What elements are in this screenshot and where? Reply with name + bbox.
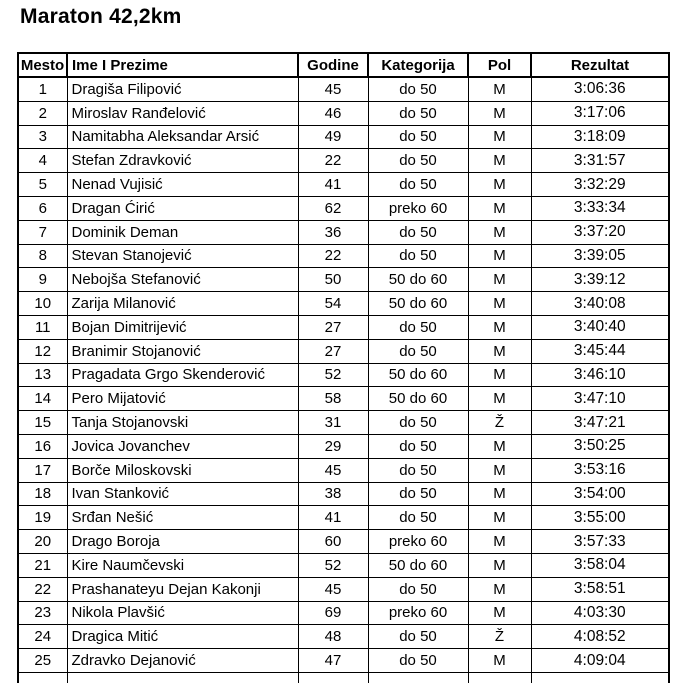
cell-godine: 50 bbox=[298, 268, 368, 292]
header-cell-kategorija: Kategorija bbox=[368, 53, 468, 77]
cell-kategorija-empty bbox=[368, 672, 468, 683]
cell-kategorija: do 50 bbox=[368, 577, 468, 601]
cell-ime: Dragica Mitić bbox=[67, 625, 298, 649]
cell-kategorija: do 50 bbox=[368, 458, 468, 482]
table-row bbox=[18, 268, 669, 292]
cell-pol: M bbox=[468, 649, 531, 673]
cell-kategorija: do 50 bbox=[368, 101, 468, 125]
cell-rezultat: 3:31:57 bbox=[531, 149, 669, 173]
cell-mesto: 19 bbox=[18, 506, 67, 530]
cell-mesto: 13 bbox=[18, 363, 67, 387]
cell-ime: Dragan Ćirić bbox=[67, 196, 298, 220]
cell-pol: M bbox=[468, 434, 531, 458]
cell-ime: Stevan Stanojević bbox=[67, 244, 298, 268]
cell-mesto: 1 bbox=[18, 77, 67, 101]
table-row bbox=[18, 77, 669, 101]
cell-pol: M bbox=[468, 577, 531, 601]
cell-mesto: 9 bbox=[18, 268, 67, 292]
cell-godine: 41 bbox=[298, 173, 368, 197]
cell-mesto: 4 bbox=[18, 149, 67, 173]
cell-godine: 31 bbox=[298, 411, 368, 435]
cell-godine: 22 bbox=[298, 149, 368, 173]
cell-mesto-empty bbox=[18, 672, 67, 683]
cell-godine: 38 bbox=[298, 482, 368, 506]
cell-ime: Dominik Deman bbox=[67, 220, 298, 244]
table-row bbox=[18, 149, 669, 173]
cell-mesto: 16 bbox=[18, 434, 67, 458]
cell-godine: 52 bbox=[298, 553, 368, 577]
table-row-partial bbox=[18, 672, 669, 683]
cell-pol-empty bbox=[468, 672, 531, 683]
cell-godine: 27 bbox=[298, 339, 368, 363]
results-body bbox=[18, 77, 669, 683]
cell-kategorija: 50 do 60 bbox=[368, 268, 468, 292]
cell-ime: Nenad Vujisić bbox=[67, 173, 298, 197]
table-row bbox=[18, 363, 669, 387]
cell-mesto: 24 bbox=[18, 625, 67, 649]
cell-pol: Ž bbox=[468, 411, 531, 435]
cell-godine: 54 bbox=[298, 292, 368, 316]
cell-ime: Ivan Stanković bbox=[67, 482, 298, 506]
cell-godine: 69 bbox=[298, 601, 368, 625]
cell-pol: M bbox=[468, 315, 531, 339]
table-row bbox=[18, 482, 669, 506]
cell-ime: Namitabha Aleksandar Arsić bbox=[67, 125, 298, 149]
cell-pol: M bbox=[468, 149, 531, 173]
cell-mesto: 23 bbox=[18, 601, 67, 625]
table-row bbox=[18, 244, 669, 268]
cell-pol: M bbox=[468, 458, 531, 482]
cell-godine: 45 bbox=[298, 77, 368, 101]
cell-ime: Bojan Dimitrijević bbox=[67, 315, 298, 339]
cell-pol: M bbox=[468, 220, 531, 244]
cell-ime: Pero Mijatović bbox=[67, 387, 298, 411]
cell-kategorija: do 50 bbox=[368, 482, 468, 506]
cell-godine: 46 bbox=[298, 101, 368, 125]
cell-kategorija: do 50 bbox=[368, 244, 468, 268]
cell-ime: Branimir Stojanović bbox=[67, 339, 298, 363]
cell-mesto: 18 bbox=[18, 482, 67, 506]
cell-mesto: 17 bbox=[18, 458, 67, 482]
table-row bbox=[18, 101, 669, 125]
cell-mesto: 2 bbox=[18, 101, 67, 125]
cell-kategorija: preko 60 bbox=[368, 196, 468, 220]
table-row bbox=[18, 387, 669, 411]
cell-godine: 62 bbox=[298, 196, 368, 220]
cell-kategorija: 50 do 60 bbox=[368, 553, 468, 577]
cell-ime-empty bbox=[67, 672, 298, 683]
cell-ime: Drago Boroja bbox=[67, 530, 298, 554]
cell-pol: M bbox=[468, 268, 531, 292]
table-row bbox=[18, 625, 669, 649]
cell-kategorija: 50 do 60 bbox=[368, 292, 468, 316]
header-cell-mesto: Mesto bbox=[18, 53, 67, 77]
table-row bbox=[18, 434, 669, 458]
cell-godine: 27 bbox=[298, 315, 368, 339]
cell-ime: Tanja Stojanovski bbox=[67, 411, 298, 435]
header-cell-pol: Pol bbox=[468, 53, 531, 77]
cell-pol: M bbox=[468, 387, 531, 411]
cell-godine: 52 bbox=[298, 363, 368, 387]
cell-rezultat-empty bbox=[531, 672, 669, 683]
cell-kategorija: preko 60 bbox=[368, 530, 468, 554]
cell-kategorija: do 50 bbox=[368, 649, 468, 673]
cell-godine: 22 bbox=[298, 244, 368, 268]
cell-ime: Miroslav Ranđelović bbox=[67, 101, 298, 125]
cell-rezultat: 3:47:21 bbox=[531, 411, 669, 435]
cell-rezultat: 3:46:10 bbox=[531, 363, 669, 387]
cell-rezultat: 4:08:52 bbox=[531, 625, 669, 649]
cell-rezultat: 3:40:08 bbox=[531, 292, 669, 316]
table-row bbox=[18, 125, 669, 149]
table-row bbox=[18, 458, 669, 482]
cell-kategorija: do 50 bbox=[368, 149, 468, 173]
cell-kategorija: do 50 bbox=[368, 125, 468, 149]
cell-pol: M bbox=[468, 244, 531, 268]
cell-ime: Kire Naumčevski bbox=[67, 553, 298, 577]
cell-kategorija: do 50 bbox=[368, 411, 468, 435]
cell-rezultat: 3:37:20 bbox=[531, 220, 669, 244]
cell-kategorija: do 50 bbox=[368, 77, 468, 101]
cell-pol: M bbox=[468, 363, 531, 387]
cell-mesto: 20 bbox=[18, 530, 67, 554]
table-row bbox=[18, 649, 669, 673]
cell-ime: Zarija Milanović bbox=[67, 292, 298, 316]
cell-pol: M bbox=[468, 292, 531, 316]
cell-godine: 41 bbox=[298, 506, 368, 530]
cell-godine: 36 bbox=[298, 220, 368, 244]
cell-pol: M bbox=[468, 506, 531, 530]
header-cell-godine: Godine bbox=[298, 53, 368, 77]
cell-godine: 45 bbox=[298, 577, 368, 601]
table-row bbox=[18, 339, 669, 363]
cell-rezultat: 3:54:00 bbox=[531, 482, 669, 506]
cell-godine: 45 bbox=[298, 458, 368, 482]
cell-rezultat: 3:39:05 bbox=[531, 244, 669, 268]
cell-mesto: 22 bbox=[18, 577, 67, 601]
cell-kategorija: 50 do 60 bbox=[368, 387, 468, 411]
cell-rezultat: 3:55:00 bbox=[531, 506, 669, 530]
cell-kategorija: do 50 bbox=[368, 506, 468, 530]
cell-godine-empty bbox=[298, 672, 368, 683]
cell-rezultat: 3:18:09 bbox=[531, 125, 669, 149]
table-row bbox=[18, 601, 669, 625]
table-row bbox=[18, 220, 669, 244]
cell-pol: Ž bbox=[468, 625, 531, 649]
cell-godine: 49 bbox=[298, 125, 368, 149]
cell-pol: M bbox=[468, 196, 531, 220]
table-row bbox=[18, 577, 669, 601]
cell-pol: M bbox=[468, 173, 531, 197]
cell-ime: Jovica Jovanchev bbox=[67, 434, 298, 458]
cell-ime: Borče Miloskovski bbox=[67, 458, 298, 482]
cell-mesto: 15 bbox=[18, 411, 67, 435]
cell-pol: M bbox=[468, 601, 531, 625]
cell-godine: 58 bbox=[298, 387, 368, 411]
cell-kategorija: do 50 bbox=[368, 339, 468, 363]
cell-ime: Zdravko Dejanović bbox=[67, 649, 298, 673]
cell-mesto: 7 bbox=[18, 220, 67, 244]
cell-mesto: 6 bbox=[18, 196, 67, 220]
cell-kategorija: do 50 bbox=[368, 434, 468, 458]
table-row bbox=[18, 411, 669, 435]
cell-pol: M bbox=[468, 77, 531, 101]
page-title: Maraton 42,2km bbox=[20, 5, 182, 28]
results-header bbox=[18, 53, 669, 77]
cell-mesto: 11 bbox=[18, 315, 67, 339]
cell-mesto: 14 bbox=[18, 387, 67, 411]
cell-rezultat: 3:57:33 bbox=[531, 530, 669, 554]
cell-rezultat: 3:39:12 bbox=[531, 268, 669, 292]
cell-rezultat: 3:53:16 bbox=[531, 458, 669, 482]
cell-kategorija: do 50 bbox=[368, 173, 468, 197]
header-cell-ime: Ime I Prezime bbox=[67, 53, 298, 77]
cell-kategorija: preko 60 bbox=[368, 601, 468, 625]
cell-ime: Prashanateyu Dejan Kakonji bbox=[67, 577, 298, 601]
cell-godine: 48 bbox=[298, 625, 368, 649]
table-row bbox=[18, 506, 669, 530]
table-row bbox=[18, 196, 669, 220]
cell-pol: M bbox=[468, 125, 531, 149]
table-row bbox=[18, 173, 669, 197]
cell-ime: Srđan Nešić bbox=[67, 506, 298, 530]
cell-mesto: 21 bbox=[18, 553, 67, 577]
cell-mesto: 8 bbox=[18, 244, 67, 268]
cell-pol: M bbox=[468, 530, 531, 554]
cell-mesto: 10 bbox=[18, 292, 67, 316]
cell-rezultat: 3:33:34 bbox=[531, 196, 669, 220]
cell-rezultat: 4:03:30 bbox=[531, 601, 669, 625]
cell-rezultat: 3:06:36 bbox=[531, 77, 669, 101]
cell-rezultat: 3:17:06 bbox=[531, 101, 669, 125]
cell-pol: M bbox=[468, 339, 531, 363]
cell-godine: 60 bbox=[298, 530, 368, 554]
cell-rezultat: 3:40:40 bbox=[531, 315, 669, 339]
cell-kategorija: do 50 bbox=[368, 625, 468, 649]
cell-rezultat: 3:32:29 bbox=[531, 173, 669, 197]
cell-mesto: 12 bbox=[18, 339, 67, 363]
table-row bbox=[18, 553, 669, 577]
table-row bbox=[18, 315, 669, 339]
cell-pol: M bbox=[468, 101, 531, 125]
cell-godine: 29 bbox=[298, 434, 368, 458]
cell-rezultat: 3:58:04 bbox=[531, 553, 669, 577]
table-row bbox=[18, 530, 669, 554]
cell-kategorija: do 50 bbox=[368, 315, 468, 339]
cell-kategorija: 50 do 60 bbox=[368, 363, 468, 387]
cell-rezultat: 4:09:04 bbox=[531, 649, 669, 673]
cell-rezultat: 3:58:51 bbox=[531, 577, 669, 601]
cell-rezultat: 3:50:25 bbox=[531, 434, 669, 458]
header-row bbox=[18, 53, 669, 77]
cell-rezultat: 3:45:44 bbox=[531, 339, 669, 363]
cell-ime: Nikola Plavšić bbox=[67, 601, 298, 625]
cell-kategorija: do 50 bbox=[368, 220, 468, 244]
cell-rezultat: 3:47:10 bbox=[531, 387, 669, 411]
cell-pol: M bbox=[468, 553, 531, 577]
cell-pol: M bbox=[468, 482, 531, 506]
cell-ime: Pragadata Grgo Skenderović bbox=[67, 363, 298, 387]
table-row bbox=[18, 292, 669, 316]
header-cell-rezultat: Rezultat bbox=[531, 53, 669, 77]
cell-ime: Nebojša Stefanović bbox=[67, 268, 298, 292]
cell-godine: 47 bbox=[298, 649, 368, 673]
cell-ime: Stefan Zdravković bbox=[67, 149, 298, 173]
cell-mesto: 5 bbox=[18, 173, 67, 197]
cell-ime: Dragiša Filipović bbox=[67, 77, 298, 101]
cell-mesto: 3 bbox=[18, 125, 67, 149]
cell-mesto: 25 bbox=[18, 649, 67, 673]
results-table bbox=[17, 52, 670, 683]
